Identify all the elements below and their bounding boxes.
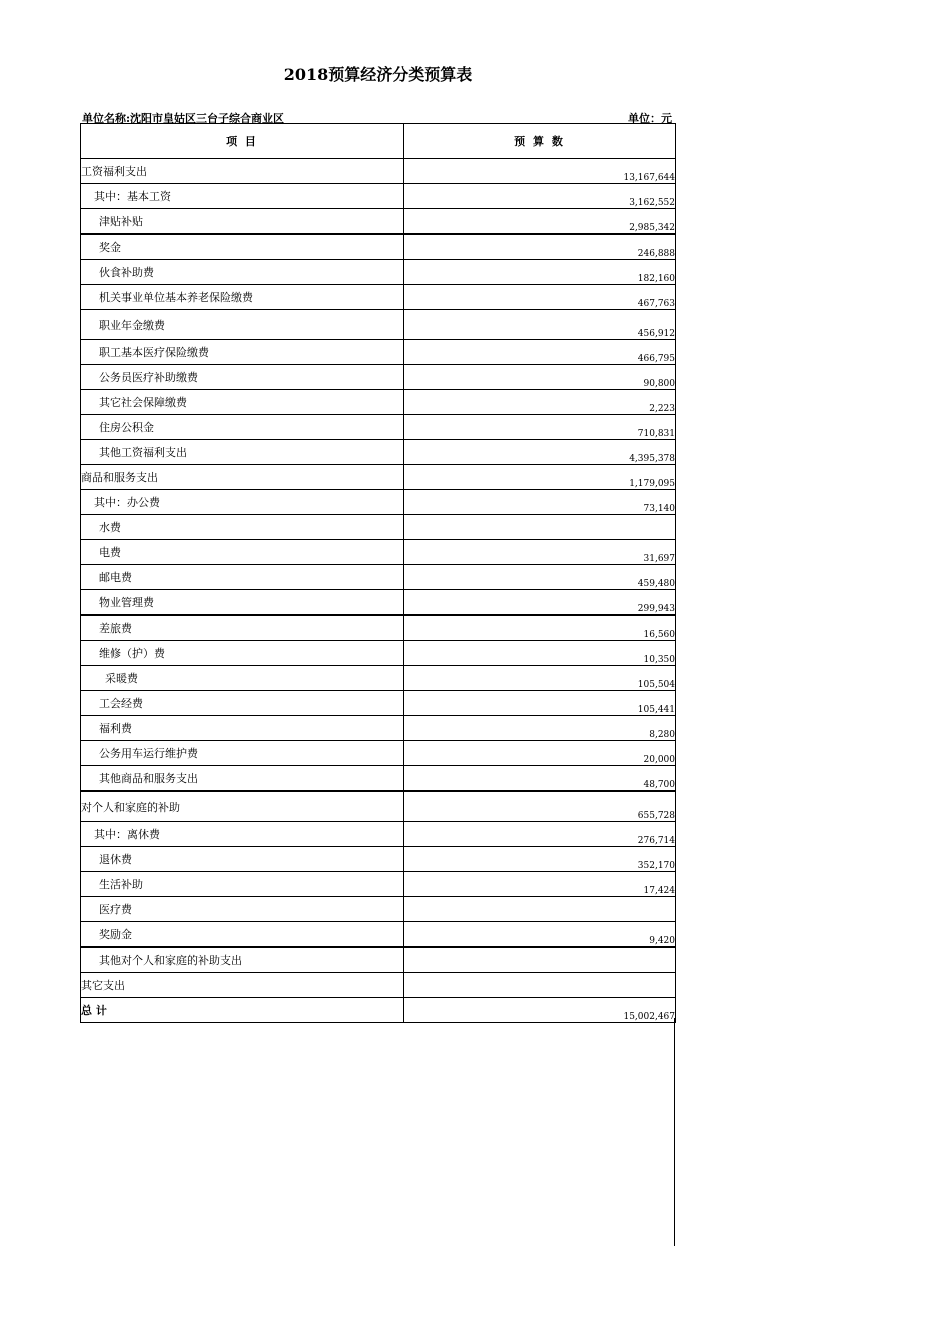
row-amount: 3,162,552 [404,184,676,209]
table-row [81,716,676,741]
table-row [81,615,676,641]
row-amount: 2,223 [404,390,676,415]
row-amount: 17,424 [404,872,676,897]
table-row [81,973,676,998]
row-item-label: 其它社会保障缴费 [81,390,404,415]
row-amount: 8,280 [404,716,676,741]
row-amount: 13,167,644 [404,159,676,184]
row-item-label: 其他工资福利支出 [81,440,404,465]
table-row [81,415,676,440]
row-amount: 182,160 [404,260,676,285]
row-item-label: 采暖费 [81,666,404,691]
row-item-label: 差旅费 [81,615,404,641]
row-amount: 466,795 [404,340,676,365]
row-item-label: 职业年金缴费 [81,310,404,340]
row-amount: 2,985,342 [404,209,676,235]
unit-label: 单位：元 [628,112,672,125]
row-amount: 246,888 [404,234,676,260]
row-item-label: 机关事业单位基本养老保险缴费 [81,285,404,310]
row-amount: 105,504 [404,666,676,691]
table-row [81,440,676,465]
table-row [81,365,676,390]
row-item-label: 电费 [81,540,404,565]
row-item-label: 物业管理费 [81,590,404,616]
row-amount: 15,002,467 [404,998,676,1023]
row-amount [404,897,676,922]
table-header-row [81,124,676,159]
row-amount: 10,350 [404,641,676,666]
right-border-line [674,1018,675,1246]
row-item-label: 公务用车运行维护费 [81,741,404,766]
row-amount: 90,800 [404,365,676,390]
row-item-label: 奖励金 [81,922,404,948]
table-row [81,922,676,948]
header-item: 项 目 [81,124,404,159]
table-row [81,310,676,340]
header-amount: 预 算 数 [404,124,676,159]
row-item-label: 福利费 [81,716,404,741]
unit-name: 单位名称:沈阳市皇姑区三台子综合商业区 [82,112,285,125]
table-row [81,184,676,209]
row-amount: 48,700 [404,766,676,792]
row-item-label: 邮电费 [81,565,404,590]
row-item-label: 住房公积金 [81,415,404,440]
table-row [81,540,676,565]
row-amount: 9,420 [404,922,676,948]
row-item-label: 其中：办公费 [81,490,404,515]
table-row [81,947,676,973]
table-row [81,285,676,310]
table-row [81,847,676,872]
table-row [81,515,676,540]
row-item-label: 职工基本医疗保险缴费 [81,340,404,365]
row-amount: 20,000 [404,741,676,766]
budget-table [80,123,676,1023]
row-amount: 456,912 [404,310,676,340]
table-row [81,209,676,235]
row-item-label: 水费 [81,515,404,540]
page-title: 2018预算经济分类预算表 [283,65,473,84]
table-row [81,340,676,365]
table-row [81,234,676,260]
row-amount: 4,395,378 [404,440,676,465]
row-item-label: 津贴补贴 [81,209,404,235]
table-row [81,565,676,590]
row-amount [404,947,676,973]
row-amount [404,515,676,540]
row-item-label: 工资福利支出 [81,159,404,184]
table-row [81,897,676,922]
table-row [81,766,676,792]
row-item-label: 伙食补助费 [81,260,404,285]
row-item-label: 总 计 [81,998,404,1023]
table-row [81,260,676,285]
row-item-label: 维修（护）费 [81,641,404,666]
row-item-label: 商品和服务支出 [81,465,404,490]
row-amount [404,973,676,998]
row-item-label: 退休费 [81,847,404,872]
row-item-label: 工会经费 [81,691,404,716]
table-row [81,641,676,666]
table-row [81,822,676,847]
row-item-label: 其他对个人和家庭的补助支出 [81,947,404,973]
table-row [81,872,676,897]
row-amount: 467,763 [404,285,676,310]
row-item-label: 医疗费 [81,897,404,922]
row-item-label: 奖金 [81,234,404,260]
row-amount: 16,560 [404,615,676,641]
row-item-label: 生活补助 [81,872,404,897]
table-row [81,691,676,716]
row-item-label: 其中：基本工资 [81,184,404,209]
table-row [81,490,676,515]
table-row [81,465,676,490]
row-amount: 276,714 [404,822,676,847]
row-amount: 710,831 [404,415,676,440]
row-amount: 352,170 [404,847,676,872]
row-item-label: 公务员医疗补助缴费 [81,365,404,390]
table-row [81,666,676,691]
row-item-label: 其它支出 [81,973,404,998]
table-row [81,159,676,184]
row-amount: 105,441 [404,691,676,716]
row-amount: 299,943 [404,590,676,616]
table-row [81,741,676,766]
row-item-label: 其中：离休费 [81,822,404,847]
row-item-label: 其他商品和服务支出 [81,766,404,792]
row-amount: 1,179,095 [404,465,676,490]
table-row [81,390,676,415]
row-amount: 31,697 [404,540,676,565]
table-row [81,590,676,616]
row-amount: 655,728 [404,791,676,822]
table-row [81,791,676,822]
row-amount: 73,140 [404,490,676,515]
row-item-label: 对个人和家庭的补助 [81,791,404,822]
row-amount: 459,480 [404,565,676,590]
table-row [81,998,676,1023]
